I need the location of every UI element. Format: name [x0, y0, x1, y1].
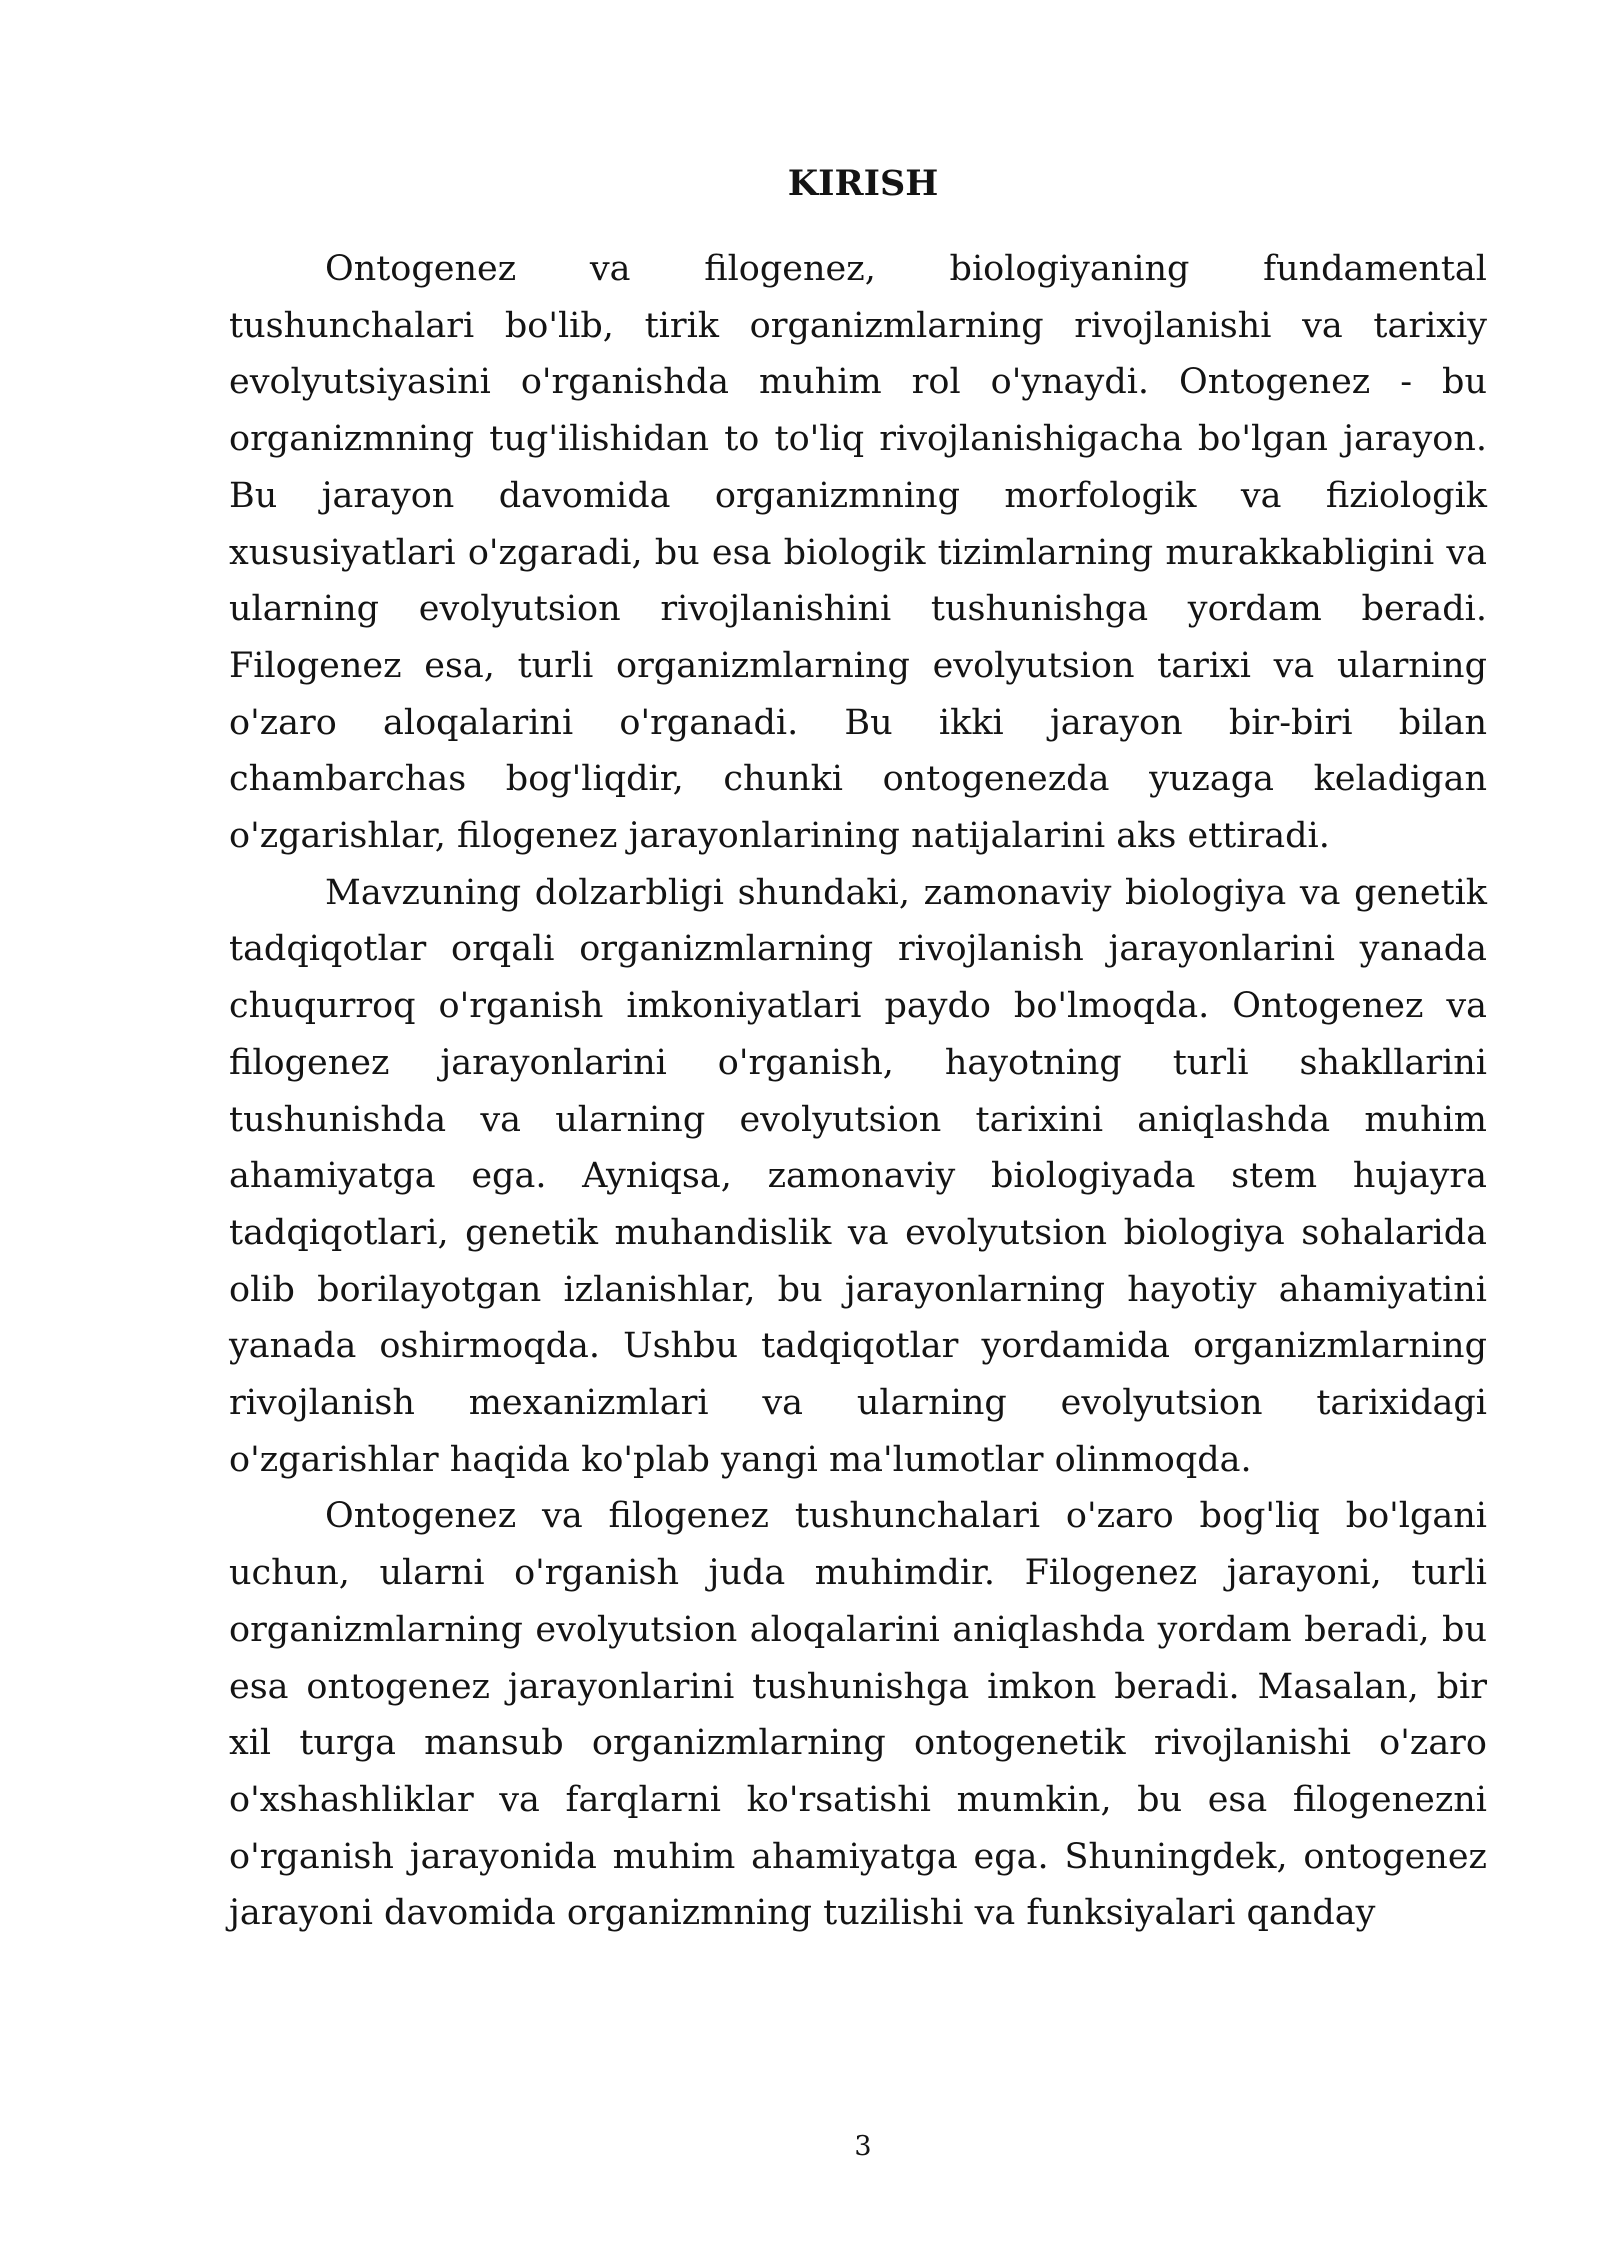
page-number: 3: [854, 2131, 872, 2162]
body-text: [229, 241, 1487, 1942]
page-title: KIRISH: [787, 163, 939, 204]
paragraph-2: Mavzuning dolzarbligi shundaki, zamonaviy biologiya va genetik tadqiqotlar orqali organizmlarning rivojlanish jarayonlarini yanada chuqurroq o'rganish imkoniyatlari paydo bo'lmoqda. Ontogenez va filogenez jarayonlarini o'rganish, hayotning turli shakllarini tushunishda va ularning evolyutsion tarixini aniqlashda muhim ahamiyatga ega. Ayniqsa, zamonaviy biologiyada stem hujayra tadqiqotlari, genetik muhandislik va evolyutsion biologiya sohalarida olib borilayotgan izlanishlar, bu jarayonlarning hayotiy ahamiyatini yanada oshirmoqda. Ushbu tadqiqotlar yordamida organizmlarning rivojlanish mexanizmlari va ularning evolyutsion tarixidagi o'zgarishlar haqida ko'plab yangi ma'lumotlar olinmoqda.: [229, 872, 1487, 1480]
paragraph-3: Ontogenez va filogenez tushunchalari o'zaro bog'liq bo'lgani uchun, ularni o'rganish juda muhimdir. Filogenez jarayoni, turli organizmlarning evolyutsion aloqalarini aniqlashda yordam beradi, bu esa ontogenez jarayonlarini tushunishga imkon beradi. Masalan, bir xil turga mansub organizmlarning ontogenetik rivojlanishi o'zaro o'xshashliklar va farqlarni ko'rsatishi mumkin, bu esa filogenezni o'rganish jarayonida muhim ahamiyatga ega. Shuningdek, ontogenez jarayoni davomida organizmning tuzilishi va funksiyalari qanday: [229, 1496, 1487, 1934]
paragraph-1: Ontogenez va filogenez, biologiyaning fundamental tushunchalari bo'lib, tirik organizmlarning rivojlanishi va tarixiy evolyutsiyasini o'rganishda muhim rol o'ynaydi. Ontogenez - bu organizmning tug'ilishidan to to'liq rivojlanishigacha bo'lgan jarayon. Bu jarayon davomida organizmning morfologik va fiziologik xususiyatlari o'zgaradi, bu esa biologik tizimlarning murakkabligini va ularning evolyutsion rivojlanishini tushunishga yordam beradi. Filogenez esa, turli organizmlarning evolyutsion tarixi va ularning o'zaro aloqalarini o'rganadi. Bu ikki jarayon bir-biri bilan chambarchas bog'liqdir, chunki ontogenezda yuzaga keladigan o'zgarishlar, filogenez jarayonlarining natijalarini aks ettiradi.: [229, 249, 1487, 857]
